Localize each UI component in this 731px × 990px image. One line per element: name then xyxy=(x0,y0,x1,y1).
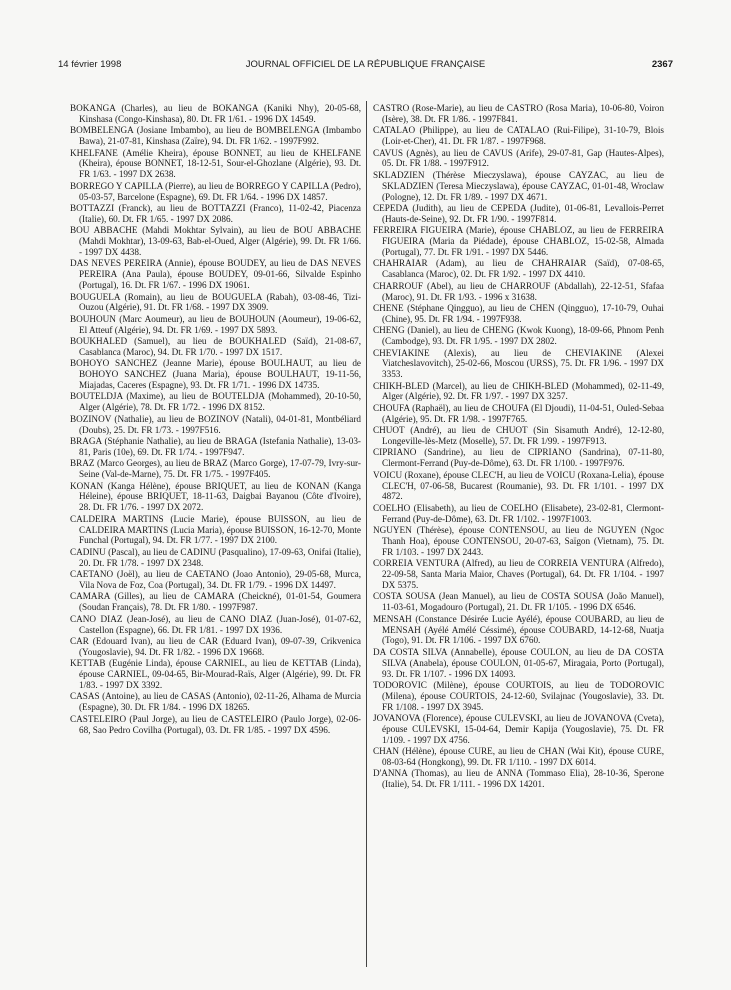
list-item: BOMBELENGA (Josiane Imbambo), au lieu de BOMBELENGA (Imbambo Bawa), 21-07-81, Kinshasa (Zaïre), 94. Dt. FR 1/62. - 1997F992. xyxy=(70,125,361,147)
list-item: BRAZ (Marco Georges), au lieu de BRAZ (Marco Gorge), 17-07-79, Ivry-sur-Seine (Val-de-Marne), 75. Dt. FR 1/75. - 1997F405. xyxy=(70,458,361,480)
list-item: BOUGUELA (Romain), au lieu de BOUGUELA (Rabah), 03-08-46, Tizi-Ouzou (Algérie), 91. Dt. FR 1/68. - 1997 DX 3909. xyxy=(70,291,361,313)
list-item: VOICU (Roxane), épouse CLEC'H, au lieu de VOICU (Roxana-Lelia), épouse CLEC'H, 07-06-58, Bucarest (Roumanie), 93. Dt. FR 1/101. - 1997 DX 4872. xyxy=(373,469,664,502)
list-item: CAETANO (Joël), au lieu de CAETANO (Joao Antonio), 29-05-68, Murca, Vila Nova de Foz, Coa (Portugal), 34. Dt. FR 1/79. - 1996 DX 14497. xyxy=(70,569,361,590)
list-item: FERREIRA FIGUEIRA (Marie), épouse CHABLOZ, au lieu de FERREIRA FIGUEIRA (Maria da Piédade), épouse CHABLOZ, 15-02-58, Almada (Portugal), 77. Dt. FR 1/91. - 1997 DX 5446. xyxy=(373,225,664,257)
list-item: MENSAH (Constance Désirée Lucie Ayélé), épouse COUBARD, au lieu de MENSAH (Ayélé Amélé Céssimé), épouse COUBARD, 14-12-68, Nuatja (Togo), 91. Dt. FR 1/106. - 1997 DX 6760. xyxy=(373,613,664,646)
list-item: CANO DIAZ (Jean-José), au lieu de CANO DIAZ (Juan-José), 01-07-62, Castellon (Espagne), 66. Dt. FR 1/81. - 1997 DX 1936. xyxy=(70,613,361,635)
list-item: CALDEIRA MARTINS (Lucie Marie), épouse BUISSON, au lieu de CALDEIRA MARTINS (Lucia Maria), épouse BUISSON, 16-12-70, Monte Funchal (Portugal), 94. Dt. FR 1/77. - 1997 DX 2100. xyxy=(70,513,361,546)
list-item: CHIKH-BLED (Marcel), au lieu de CHIKH-BLED (Mohammed), 02-11-49, Alger (Algérie), 92. Dt. FR 1/97. - 1997 DX 3257. xyxy=(373,380,664,402)
list-item: BOKANGA (Charles), au lieu de BOKANGA (Kaniki Nhy), 20-05-68, Kinshasa (Congo-Kinshasa), 80. Dt. FR 1/61. - 1996 DX 14549. xyxy=(70,103,361,124)
list-item: KHELFANE (Amélie Kheira), épouse BONNET, au lieu de KHELFANE (Kheira), épouse BONNET, 18-12-51, Sour-el-Ghozlane (Algérie), 93. Dt. FR 1/63. - 1997 DX 2638. xyxy=(70,147,361,180)
list-item: DAS NEVES PEREIRA (Annie), épouse BOUDEY, au lieu de DAS NEVES PEREIRA (Ana Paula), épouse BOUDEY, 09-01-66, Silvalde Espinho (Portugal), 16. Dt. FR 1/67. - 1996 DX 19061. xyxy=(70,258,361,291)
list-item: COSTA SOUSA (Jean Manuel), au lieu de COSTA SOUSA (João Manuel), 11-03-61, Mogadouro (Portugal), 21. Dt. FR 1/105. - 1996 DX 6546. xyxy=(373,591,664,613)
list-item: SKLADZIEN (Thérèse Mieczyslawa), épouse CAYZAC, au lieu de SKLADZIEN (Teresa Mieczyslawa), épouse CAYZAC, 01-01-48, Wroclaw (Pologne), 12. Dt. FR 1/89. - 1997 DX 4671. xyxy=(373,169,664,202)
list-item: CAMARA (Gilles), au lieu de CAMARA (Cheickné), 01-01-54, Goumera (Soudan Français), 78. Dt. FR 1/80. - 1997F987. xyxy=(70,591,361,613)
list-item: CHOUFA (Raphaël), au lieu de CHOUFA (El Djoudi), 11-04-51, Ouled-Sebaa (Algérie), 95. Dt. FR 1/98. - 1997F765. xyxy=(373,402,664,424)
list-item: CHENG (Daniel), au lieu de CHENG (Kwok Kuong), 18-09-66, Phnom Penh (Cambodge), 93. Dt. FR 1/95. - 1997 DX 2802. xyxy=(373,325,664,347)
list-item: BOZINOV (Nathalie), au lieu de BOZINOV (Natali), 04-01-81, Montbéliard (Doubs), 25. Dt. FR 1/73. - 1997F516. xyxy=(70,413,361,435)
left-column xyxy=(70,103,361,736)
list-item: CATALAO (Philippe), au lieu de CATALAO (Rui-Filipe), 31-10-79, Blois (Loir-et-Cher), 41. Dt. FR 1/87. - 1997F968. xyxy=(373,125,664,147)
list-item: NGUYEN (Thérèse), épouse CONTENSOU, au lieu de NGUYEN (Ngoc Thanh Hoa), épouse CONTENSOU, 20-07-63, Saïgon (Vietnam), 75. Dt. FR 1/103. - 1997 DX 2443. xyxy=(373,525,664,557)
list-item: JOVANOVA (Florence), épouse CULEVSKI, au lieu de JOVANOVA (Cveta), épouse CULEVSKI, 15-04-64, Demir Kapija (Yougoslavie), 75. Dt. FR 1/109. - 1997 DX 4756. xyxy=(373,713,664,745)
page-number: 2367 xyxy=(651,59,673,70)
list-item: BORREGO Y CAPILLA (Pierre), au lieu de BORREGO Y CAPILLA (Pedro), 05-03-57, Barcelone (Espagne), 69. Dt. FR 1/64. - 1996 DX 14857. xyxy=(70,180,361,202)
right-column xyxy=(373,103,664,791)
list-item: CEPEDA (Judith), au lieu de CEPEDA (Judite), 01-06-81, Levallois-Perret (Hauts-de-Seine), 92. Dt. FR 1/90. - 1997F814. xyxy=(373,202,664,224)
list-item: BOUKHALED (Samuel), au lieu de BOUKHALED (Saïd), 21-08-67, Casablanca (Maroc), 94. Dt. FR 1/70. - 1997 DX 1517. xyxy=(70,336,361,357)
list-item: CHARROUF (Abel), au lieu de CHARROUF (Abdallah), 22-12-51, Sfafaa (Maroc), 91. Dt. FR 1/93. - 1996 x 31638. xyxy=(373,280,664,302)
list-item: CAR (Edouard Ivan), au lieu de CAR (Eduard Ivan), 09-07-39, Crikvenica (Yougoslavie), 94. Dt. FR 1/82. - 1996 DX 19668. xyxy=(70,635,361,657)
list-item: CHENE (Stéphane Qingguo), au lieu de CHEN (Qingguo), 17-10-79, Ouhai (Chine), 95. Dt. FR 1/94. - 1997F938. xyxy=(373,302,664,324)
list-item: DA COSTA SILVA (Annabelle), épouse COULON, au lieu de DA COSTA SILVA (Anabela), épouse COULON, 01-05-67, Miragaia, Porto (Portugal), 93. Dt. FR 1/107. - 1996 DX 14093. xyxy=(373,646,664,679)
list-item: BOUTELDJA (Maxime), au lieu de BOUTELDJA (Mohammed), 20-10-50, Alger (Algérie), 78. Dt. FR 1/72. - 1996 DX 8152. xyxy=(70,391,361,413)
list-item: BOU ABBACHE (Mahdi Mokhtar Sylvain), au lieu de BOU ABBACHE (Mahdi Mokhtar), 13-09-63, Bab-el-Oued, Alger (Algérie), 99. Dt. FR 1/66. - 1997 DX 4438. xyxy=(70,225,361,257)
list-item: CIPRIANO (Sandrine), au lieu de CIPRIANO (Sandrina), 07-11-80, Clermont-Ferrand (Puy-de-Dôme), 63. Dt. FR 1/100. - 1997F976. xyxy=(373,447,664,469)
list-item: CHAN (Hélène), épouse CURE, au lieu de CHAN (Wai Kit), épouse CURE, 08-03-64 (Hongkong), 99. Dt. FR 1/110. - 1997 DX 6014. xyxy=(373,746,664,768)
list-item: CHEVIAKINE (Alexis), au lieu de CHEVIAKINE (Alexei Viatcheslavovitch), 25-02-66, Moscou (URSS), 75. Dt. FR 1/96. - 1997 DX 3353. xyxy=(373,347,664,380)
list-item: KETTAB (Eugénie Linda), épouse CARNIEL, au lieu de KETTAB (Linda), épouse CARNIEL, 09-04-65, Bir-Mourad-Raïs, Alger (Algérie), 99. Dt. FR 1/83. - 1997 DX 3392. xyxy=(70,658,361,690)
page-header xyxy=(58,59,673,73)
list-item: BOUHOUN (Marc Aoumeur), au lieu de BOUHOUN (Aoumeur), 19-06-62, El Atteuf (Algérie), 94. Dt. FR 1/69. - 1997 DX 5893. xyxy=(70,313,361,335)
list-item: TODOROVIC (Milène), épouse COURTOIS, au lieu de TODOROVIC (Milena), épouse COURTOIS, 24-12-60, Svilajnac (Yougoslavie), 33. Dt. FR 1/108. - 1997 DX 3945. xyxy=(373,679,664,712)
list-item: CASTELEIRO (Paul Jorge), au lieu de CASTELEIRO (Paulo Jorge), 02-06-68, Sao Pedro Covilha (Portugal), 03. Dt. FR 1/85. - 1997 DX 4596. xyxy=(70,713,361,735)
list-item: D'ANNA (Thomas), au lieu de ANNA (Tommaso Elia), 28-10-36, Sperone (Italie), 54. Dt. FR 1/111. - 1996 DX 14201. xyxy=(373,768,664,790)
list-item: CASTRO (Rose-Marie), au lieu de CASTRO (Rosa Maria), 10-06-80, Voiron (Isère), 38. Dt. FR 1/86. - 1997F841. xyxy=(373,103,664,124)
list-item: CASAS (Antoine), au lieu de CASAS (Antonio), 02-11-26, Alhama de Murcia (Espagne), 30. Dt. FR 1/84. - 1996 DX 18265. xyxy=(70,691,361,713)
list-item: CHUOT (André), au lieu de CHUOT (Sin Sisamuth André), 12-12-80, Longeville-lès-Metz (Moselle), 57. Dt. FR 1/99. - 1997F913. xyxy=(373,425,664,447)
list-item: BOTTAZZI (Franck), au lieu de BOTTAZZI (Franco), 11-02-42, Piacenza (Italie), 60. Dt. FR 1/65. - 1997 DX 2086. xyxy=(70,202,361,224)
list-item: BRAGA (Stéphanie Nathalie), au lieu de BRAGA (Istefania Nathalie), 13-03-81, Paris (10e), 69. Dt. FR 1/74. - 1997F947. xyxy=(70,436,361,457)
issue-date: 14 février 1998 xyxy=(58,59,122,70)
list-item: CAVUS (Agnès), au lieu de CAVUS (Arife), 29-07-81, Gap (Hautes-Alpes), 05. Dt. FR 1/88. - 1997F912. xyxy=(373,147,664,169)
list-item: KONAN (Kanga Hélène), épouse BRIQUET, au lieu de KONAN (Kanga Héleine), épouse BRIQUET, 18-11-63, Daigbai Bayanou (Côte d'Ivoire), 28. Dt. FR 1/76. - 1997 DX 2072. xyxy=(70,480,361,513)
column-divider xyxy=(366,101,367,967)
list-item: BOHOYO SANCHEZ (Jeanne Marie), épouse BOULHAUT, au lieu de BOHOYO SANCHEZ (Juana Maria), épouse BOULHAUT, 19-11-56, Miajadas, Caceres (Espagne), 93. Dt. FR 1/71. - 1996 DX 14735. xyxy=(70,358,361,391)
list-item: COELHO (Elisabeth), au lieu de COELHO (Elisabete), 23-02-81, Clermont-Ferrand (Puy-de-Dôme), 63. Dt. FR 1/102. - 1997F1003. xyxy=(373,502,664,524)
list-item: CORREIA VENTURA (Alfred), au lieu de CORREIA VENTURA (Alfredo), 22-09-58, Santa Maria Maior, Chaves (Portugal), 64. Dt. FR 1/104. - 1997 DX 5375. xyxy=(373,558,664,590)
journal-title: JOURNAL OFFICIEL DE LA RÉPUBLIQUE FRANÇAISE xyxy=(245,59,486,70)
list-item: CADINU (Pascal), au lieu de CADINU (Pasqualino), 17-09-63, Onifai (Italie), 20. Dt. FR 1/78. - 1997 DX 2348. xyxy=(70,546,361,568)
list-item: CHAHRAIAR (Adam), au lieu de CHAHRAIAR (Saïd), 07-08-65, Casablanca (Maroc), 02. Dt. FR 1/92. - 1997 DX 4410. xyxy=(373,258,664,280)
